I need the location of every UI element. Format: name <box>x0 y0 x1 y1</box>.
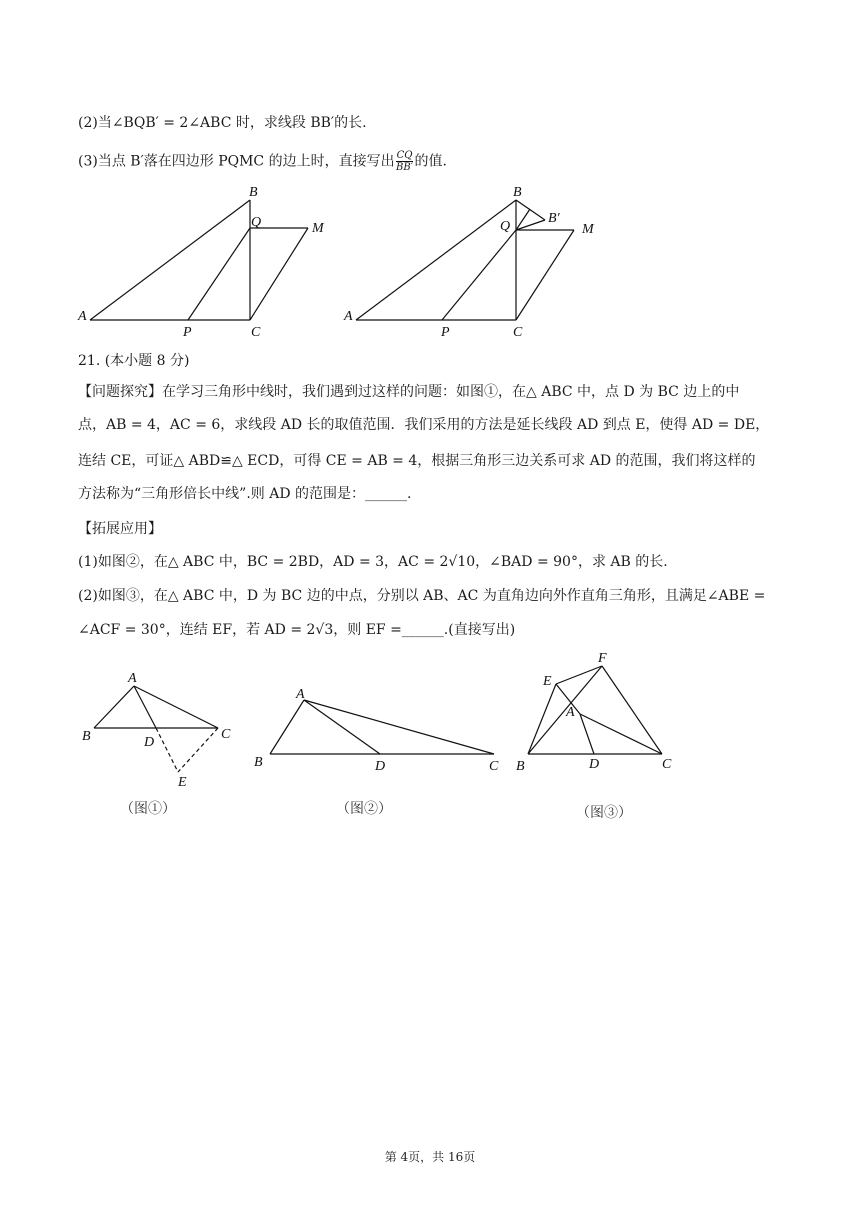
explore-line-3: 连结 CE，可证△ ABD≌△ ECD，可得 CE = AB = 4，根据三角形三边关系可求 AD 的范围，我们将这样的 <box>78 453 756 469</box>
label-D: D <box>589 757 600 772</box>
figure-2 <box>248 680 510 780</box>
page-footer: 第 4页，共 16页 <box>384 1150 476 1164</box>
label-B: B <box>513 185 522 200</box>
problem20-part3 <box>78 150 784 173</box>
application-1: (1)如图②，在△ ABC 中，BC = 2BD，AD = 3，AC = 2√10，∠BAD = 90°，求 AB 的长. <box>78 554 668 570</box>
problem20-part3-post: 的值. <box>414 153 447 170</box>
explore-line-4: 方法称为“三角形倍长中线”.则 AD 的范围是：______. <box>78 486 412 502</box>
figure-3 <box>510 648 690 772</box>
label-A: A <box>296 687 305 702</box>
label-D: D <box>144 735 155 750</box>
label-B: B <box>516 759 525 772</box>
label-A: A <box>78 309 87 324</box>
label-D: D <box>375 759 386 774</box>
label-E: E <box>543 674 552 689</box>
label-E: E <box>178 775 187 790</box>
caption-figure-3: （图③） <box>576 805 632 821</box>
label-C: C <box>251 325 261 340</box>
explore-line-1: 【问题探究】在学习三角形中线时，我们遇到过这样的问题：如图①，在△ ABC 中，点 D 为 BC 边上的中 <box>78 384 740 400</box>
application-2-line-1: (2)如图③，在△ ABC 中，D 为 BC 边的中点，分别以 AB、AC 为直角边向外作直角三角形，且满足∠ABE = <box>78 588 766 604</box>
label-B: B <box>254 755 263 770</box>
label-A: A <box>344 309 353 324</box>
caption-figure-1: （图①） <box>120 801 176 817</box>
explore-line-2: 点，AB = 4，AC = 6，求线段 AD 长的取值范围．我们采用的方法是延长线段 AD 到点 E，使得 AD = DE， <box>78 417 770 433</box>
extend-title: 【拓展应用】 <box>78 521 162 537</box>
label-P: P <box>183 325 192 340</box>
label-C: C <box>489 759 499 774</box>
label-B: B <box>82 729 91 744</box>
label-F: F <box>598 651 607 666</box>
label-M: M <box>312 221 324 236</box>
fraction-numerator: CQ <box>396 150 413 161</box>
caption-figure-2: （图②） <box>336 801 392 817</box>
problem20-part3-pre: (3)当点 B′落在四边形 PQMC 的边上时，直接写出 <box>78 153 395 170</box>
label-P: P <box>441 325 450 340</box>
label-C: C <box>662 757 672 772</box>
label-B-prime: B′ <box>548 211 560 226</box>
label-C: C <box>513 325 523 340</box>
figure-top-right <box>340 180 620 340</box>
figure-1 <box>78 668 248 790</box>
label-A: A <box>128 671 137 686</box>
label-B: B <box>249 185 258 200</box>
problem20-part2: (2)当∠BQB′ = 2∠ABC 时，求线段 BB′的长. <box>78 115 367 131</box>
label-Q: Q <box>251 215 262 230</box>
label-Q: Q <box>500 219 511 234</box>
label-M: M <box>582 222 594 237</box>
label-A: A <box>566 705 575 720</box>
fraction <box>396 150 414 173</box>
application-2-line-2: ∠ACF = 30°，连结 EF，若 AD = 2√3，则 EF =______.(直接写出) <box>78 622 516 638</box>
label-C: C <box>221 727 231 742</box>
problem21-header: 21. (本小题 8 分) <box>78 353 190 369</box>
fraction-denominator: BB′ <box>396 162 413 173</box>
figure-top-left <box>70 180 340 340</box>
